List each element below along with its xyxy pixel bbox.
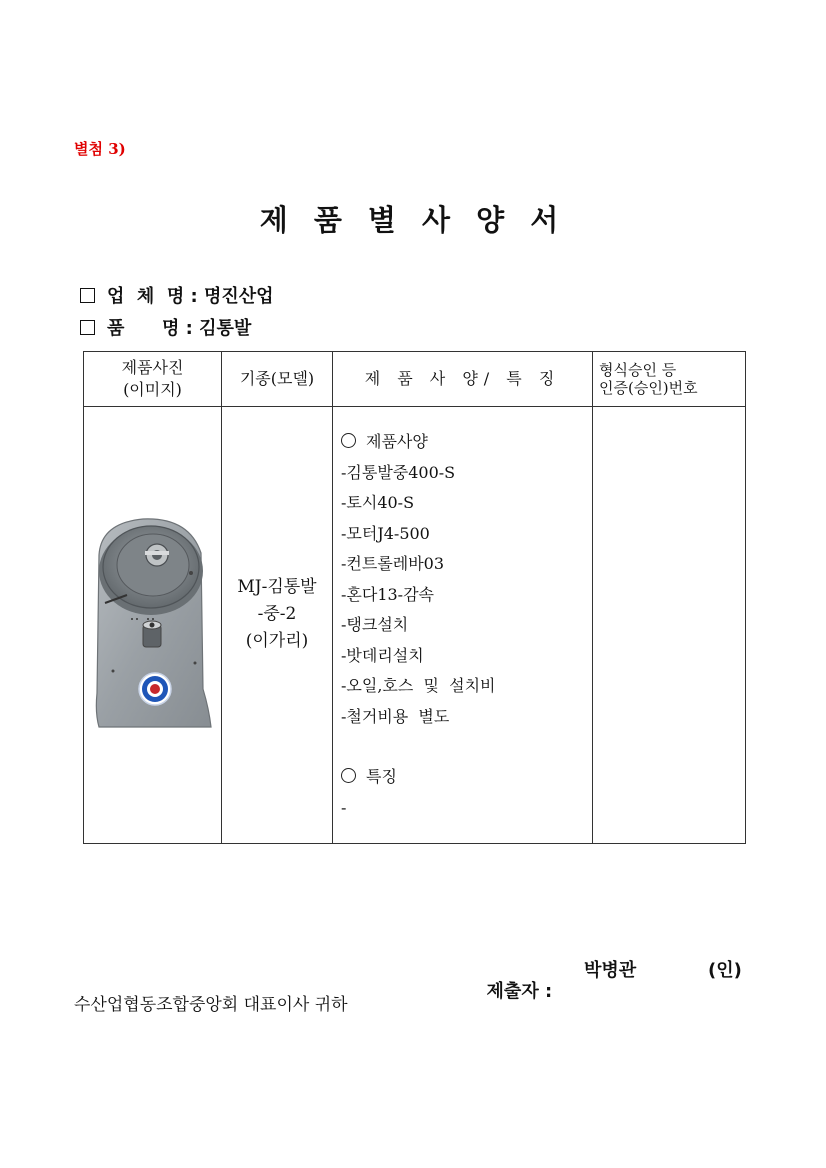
model-line2: -중-2 xyxy=(257,603,297,624)
spec-table xyxy=(83,351,746,844)
submitter-name: 박병관 xyxy=(584,960,637,981)
header-model: 기종(모델) xyxy=(222,352,333,407)
submitter-line xyxy=(474,956,742,1045)
document-title: 제 품 별 사 양 서 xyxy=(259,203,567,237)
list-item: -토시40-S xyxy=(341,493,415,512)
table-header-row xyxy=(84,352,746,407)
model-line1: MJ-김통발 xyxy=(237,576,317,597)
company-line xyxy=(80,282,274,308)
product-line xyxy=(80,314,251,340)
circle-bullet-icon xyxy=(341,433,356,448)
circle-bullet-icon xyxy=(341,768,356,783)
header-cert xyxy=(593,352,746,407)
header-cert-line2: 인증(승인)번호 xyxy=(599,379,698,397)
product-label: 품 명 : xyxy=(107,318,193,339)
addressee: 수산업협동조합중앙회 대표이사 귀하 xyxy=(74,995,348,1015)
list-item: -김통발중400-S xyxy=(341,462,456,482)
list-item: -오일,호스 및 설치비 xyxy=(341,676,496,695)
list-item: -탱크설치 xyxy=(341,615,409,634)
spec-cell xyxy=(333,407,593,844)
seal-mark: (인) xyxy=(708,960,742,981)
spec-section-title: 제품사양 xyxy=(366,432,428,451)
feature-section-heading xyxy=(341,762,592,793)
product-value: 김통발 xyxy=(199,318,252,339)
table-row xyxy=(84,407,746,844)
company-label: 업 체 명 : xyxy=(107,286,198,307)
list-item: -혼다13-감속 xyxy=(341,584,434,604)
list-item: -밧데리설치 xyxy=(341,645,424,665)
checkbox-icon xyxy=(80,320,95,335)
model-line3: (이가리) xyxy=(245,630,309,651)
header-spec: 제 품 사 양/ 특 징 xyxy=(333,352,593,407)
spec-section-heading xyxy=(341,427,592,458)
header-photo-line1: 제품사진 xyxy=(121,358,184,377)
company-value: 명진산업 xyxy=(203,286,274,307)
product-photo xyxy=(91,513,215,733)
submitter-label: 제출자 : xyxy=(486,981,553,1002)
list-item: -철거비용 별도 xyxy=(341,706,450,726)
checkbox-icon xyxy=(80,288,95,303)
list-item: - xyxy=(341,797,347,817)
feature-section-title: 특징 xyxy=(366,767,397,786)
header-photo xyxy=(84,352,222,407)
cert-number-cell xyxy=(593,407,746,844)
model-cell xyxy=(222,407,333,844)
spacer xyxy=(341,732,592,762)
list-item: -모터J4-500 xyxy=(341,523,430,543)
product-photo-cell xyxy=(84,407,222,844)
list-item: -컨트롤레바03 xyxy=(341,554,445,573)
attachment-label: 별첨 3) xyxy=(74,140,126,158)
header-cert-line1: 형식승인 등 xyxy=(599,361,677,379)
header-photo-line2: (이미지) xyxy=(123,380,182,399)
